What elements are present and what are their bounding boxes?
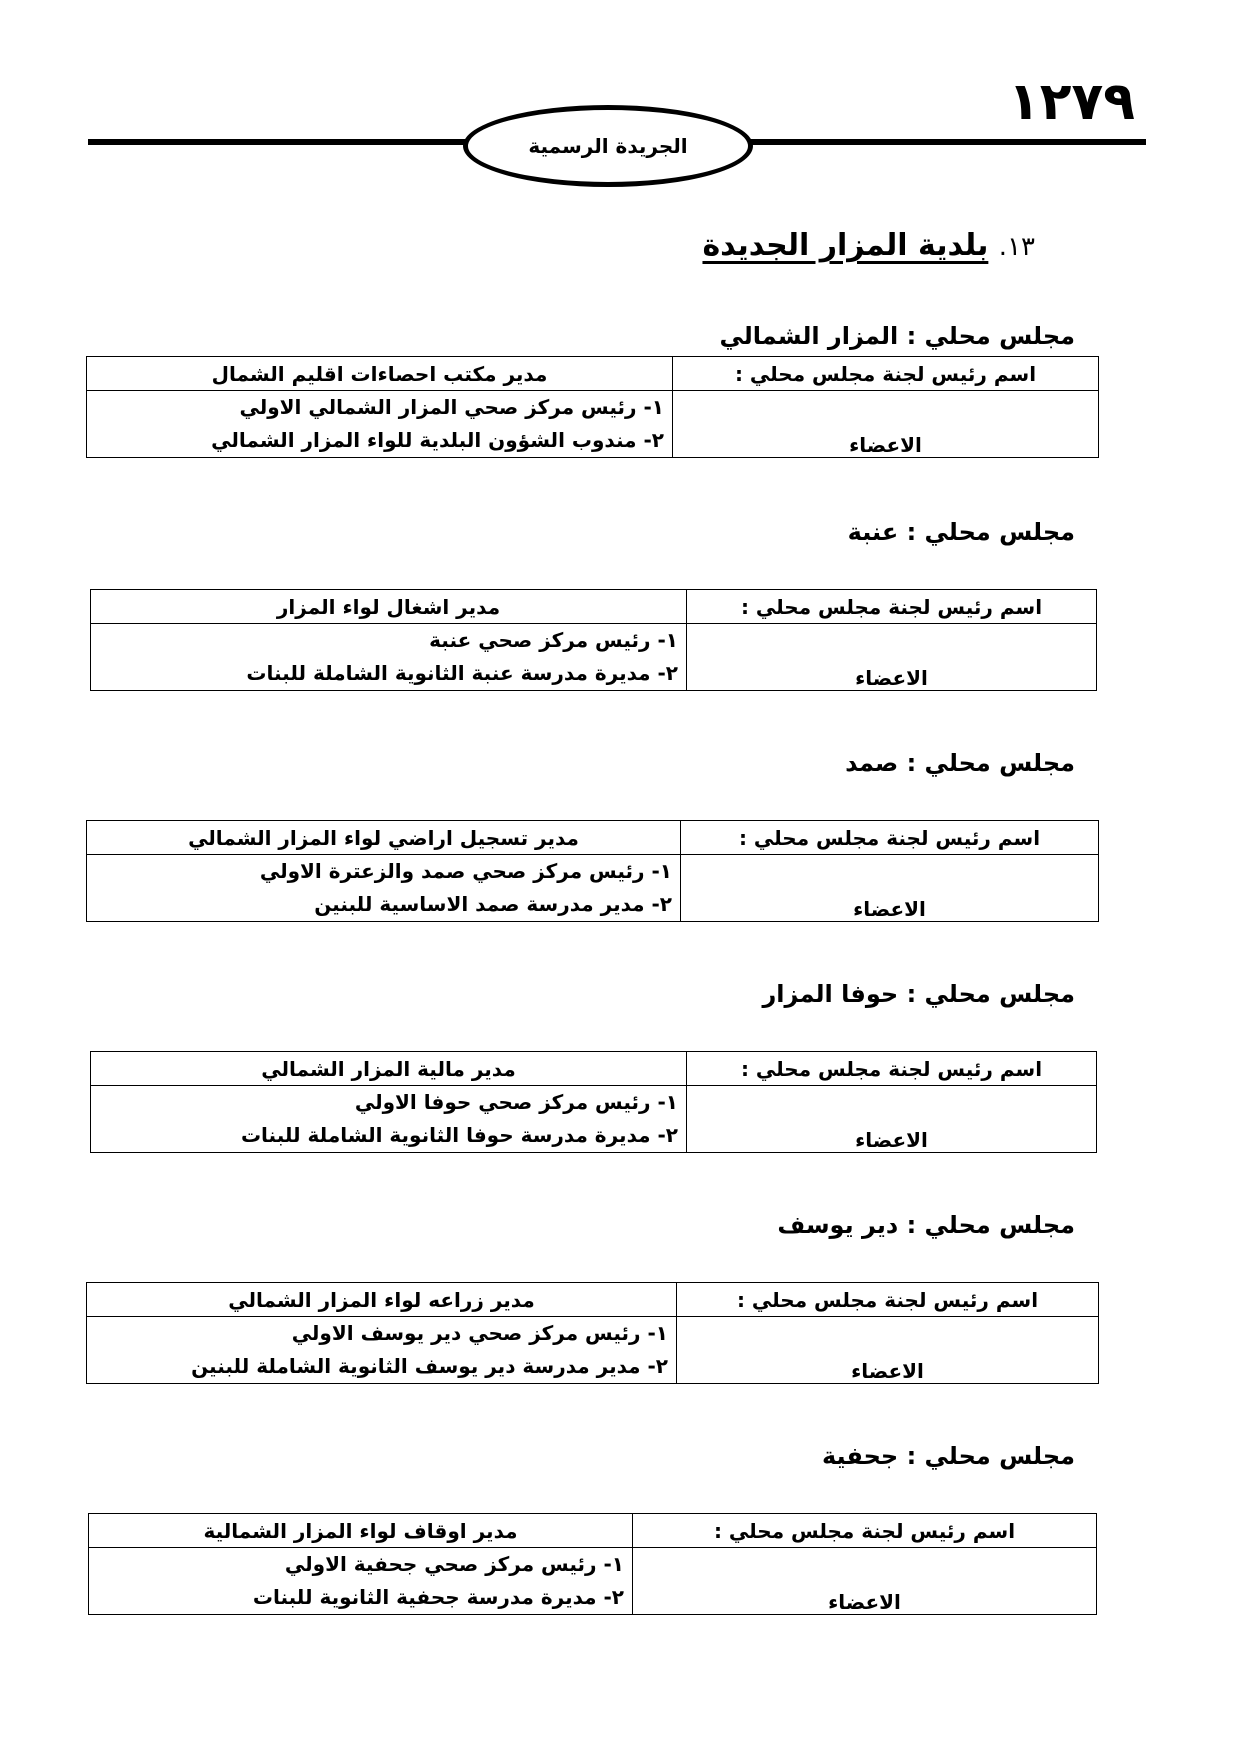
council-title: مجلس محلي : المزار الشمالي [719, 322, 1075, 350]
member-item: ٢- مندوب الشؤون البلدية للواء المزار الشمالي [211, 428, 664, 452]
members-label: الاعضاء [633, 1548, 1097, 1615]
head-label: اسم رئيس لجنة مجلس محلي : [681, 821, 1099, 855]
members-row [87, 391, 1099, 458]
members-row [87, 855, 1099, 922]
members-label: الاعضاء [687, 624, 1097, 691]
members-list [87, 855, 681, 922]
member-item: ٢- مدير مدرسة صمد الاساسية للبنين [314, 892, 672, 916]
gazette-name-oval [463, 105, 753, 187]
members-list [91, 1086, 687, 1153]
members-label: الاعضاء [677, 1317, 1099, 1384]
head-row [91, 1052, 1097, 1086]
member-item: ١- رئيس مركز صحي جحفية الاولي [284, 1552, 624, 1576]
members-list [91, 624, 687, 691]
member-item: ٢- مدير مدرسة دير يوسف الثانوية الشاملة للبنين [191, 1354, 668, 1378]
council-title: مجلس محلي : عنبة [847, 518, 1075, 546]
head-row [87, 1283, 1099, 1317]
gazette-name: الجريدة الرسمية [528, 134, 688, 158]
member-item: ٢- مديرة مدرسة جحفية الثانوية للبنات [252, 1585, 624, 1609]
members-row [87, 1317, 1099, 1384]
head-row [89, 1514, 1097, 1548]
head-row [87, 821, 1099, 855]
member-item: ١- رئيس مركز صحي صمد والزعترة الاولي [259, 859, 672, 883]
head-value: مدير مالية المزار الشمالي [91, 1052, 687, 1086]
members-label: الاعضاء [681, 855, 1099, 922]
members-list [87, 1317, 677, 1384]
members-list [89, 1548, 633, 1615]
head-value: مدير مكتب احصاءات اقليم الشمال [87, 357, 673, 391]
council-title: مجلس محلي : جحفية [822, 1442, 1075, 1470]
head-label: اسم رئيس لجنة مجلس محلي : [687, 1052, 1097, 1086]
member-item: ١- رئيس مركز صحي دير يوسف الاولي [291, 1321, 668, 1345]
council-table [88, 1513, 1097, 1615]
head-row [87, 357, 1099, 391]
council-table [90, 589, 1097, 691]
member-item: ٢- مديرة مدرسة حوفا الثانوية الشاملة للبنات [240, 1123, 678, 1147]
member-item: ١- رئيس مركز صحي حوفا الاولي [354, 1090, 678, 1114]
section-name: بلدية المزار الجديدة [702, 228, 989, 263]
member-item: ١- رئيس مركز صحي عنبة [429, 628, 678, 652]
head-value: مدير اشغال لواء المزار [91, 590, 687, 624]
head-label: اسم رئيس لجنة مجلس محلي : [673, 357, 1099, 391]
section-number: ١٣. [998, 232, 1035, 262]
members-row [89, 1548, 1097, 1615]
members-label: الاعضاء [687, 1086, 1097, 1153]
members-row [91, 624, 1097, 691]
council-title: مجلس محلي : دير يوسف [777, 1211, 1075, 1239]
member-item: ١- رئيس مركز صحي المزار الشمالي الاولي [239, 395, 664, 419]
council-table [86, 820, 1099, 922]
section-title [702, 228, 1035, 263]
council-table [86, 1282, 1099, 1384]
member-item: ٢- مديرة مدرسة عنبة الثانوية الشاملة للبنات [246, 661, 678, 685]
council-table [86, 356, 1099, 458]
head-row [91, 590, 1097, 624]
council-title: مجلس محلي : حوفا المزار [762, 980, 1075, 1008]
council-title: مجلس محلي : صمد [845, 749, 1075, 777]
page-number: ١٢٧٩ [1008, 72, 1135, 132]
head-value: مدير زراعه لواء المزار الشمالي [87, 1283, 677, 1317]
council-table [90, 1051, 1097, 1153]
members-label: الاعضاء [673, 391, 1099, 458]
members-row [91, 1086, 1097, 1153]
head-value: مدير تسجيل اراضي لواء المزار الشمالي [87, 821, 681, 855]
head-value: مدير اوقاف لواء المزار الشمالية [89, 1514, 633, 1548]
head-label: اسم رئيس لجنة مجلس محلي : [633, 1514, 1097, 1548]
head-label: اسم رئيس لجنة مجلس محلي : [687, 590, 1097, 624]
members-list [87, 391, 673, 458]
head-label: اسم رئيس لجنة مجلس محلي : [677, 1283, 1099, 1317]
